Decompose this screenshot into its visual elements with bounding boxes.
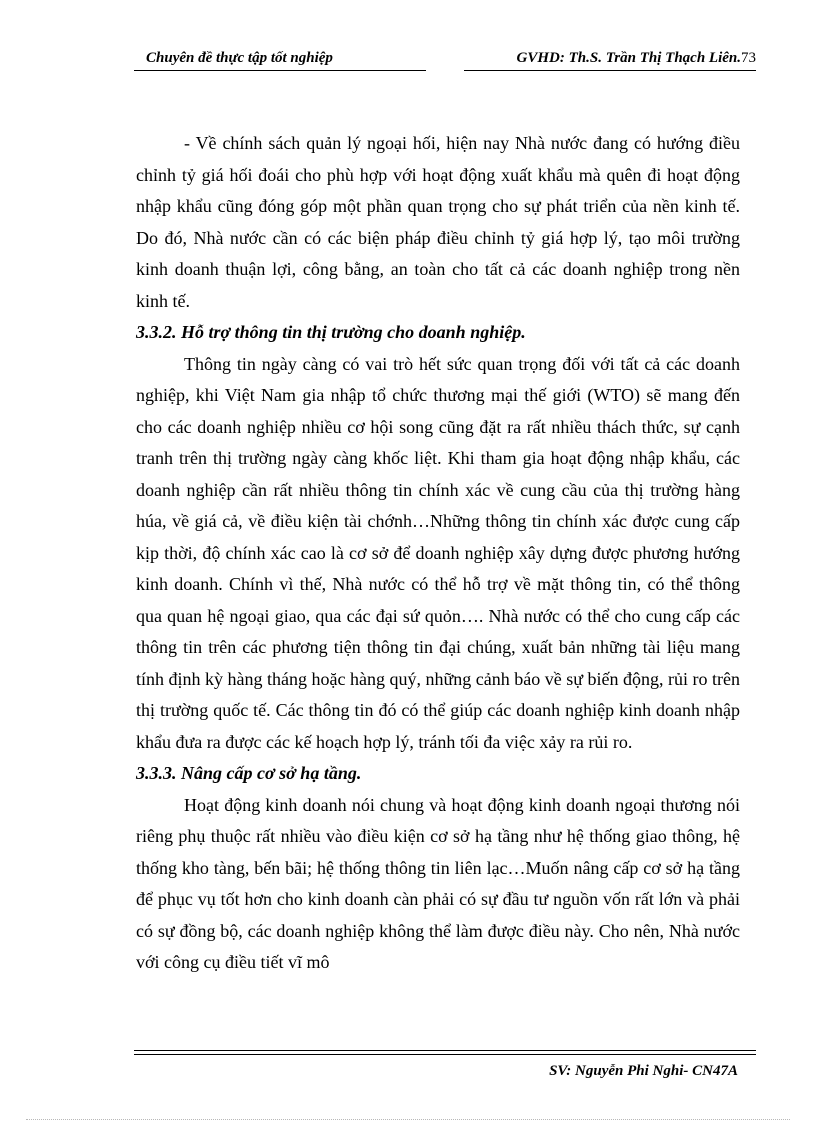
document-body	[136, 128, 740, 979]
footer-student: SV: Nguyễn Phi Nghi- CN47A	[549, 1063, 738, 1079]
section-heading-market-info: 3.3.2. Hỗ trợ thông tin thị trường cho doanh nghiệp.	[136, 322, 526, 342]
page-number: 73	[741, 50, 756, 66]
paragraph-market-info: Thông tin ngày càng có vai trò hết sức quan trọng đối với tất cả các doanh nghiệp, khi Việt Nam gia nhập tổ chức thương mại thế giới (WTO) sẽ mang đến cho các doanh nghiệp nhiều cơ hội song cũng đặt ra rất nhiều thách thức, sự cạnh tranh trên thị trường ngày càng khốc liệt. Khi tham gia hoạt động nhập khẩu, các doanh nghiệp cần rất nhiều thông tin chính xác về cung cầu của thị trường hàng húa, về giá cả, về điều kiện tài chớnh…Những thông tin chính xác được cung cấp kịp thời, độ chính xác cao là cơ sở để doanh nghiệp xây dựng được phương hướng kinh doanh. Chính vì thế, Nhà nước có thể hỗ trợ về mặt thông tin, có thể thông qua quan hệ ngoại giao, qua các đại sứ quỏn…. Nhà nước có thể cho cung cấp các thông tin trên các phương tiện thông tin đại chúng, xuất bản những tài liệu mang tính định kỳ hàng tháng hoặc hàng quý, những cảnh báo về sự biến động, rủi ro trên thị trường quốc tế. Các thông tin đó có thể giúp các doanh nghiệp kinh doanh nhập khẩu đưa ra được các kế hoạch hợp lý, tránh tối đa việc xảy ra rủi ro.	[136, 353, 740, 752]
header-advisor	[464, 46, 756, 71]
header-document-title: Chuyên đề thực tập tốt nghiệp	[134, 46, 426, 71]
paragraph-foreign-exchange: - Về chính sách quản lý ngoại hối, hiện nay Nhà nước đang có hướng điều chỉnh tỷ giá hối đoái cho phù hợp với hoạt động xuất khẩu mà quên đi hoạt động nhập khẩu cũng đóng góp một phần quan trọng cho sự phát triển của nền kinh tế. Do đó, Nhà nước cần có các biện pháp điều chỉnh tỷ giá hợp lý, tạo môi trường kinh doanh thuận lợi, công bằng, an toàn cho tất cả các doanh nghiệp trong nền kinh tế.	[136, 133, 740, 311]
section-heading-infrastructure: 3.3.3. Nâng cấp cơ sở hạ tầng.	[136, 763, 362, 783]
paragraph-infrastructure: Hoạt động kinh doanh nói chung và hoạt động kinh doanh ngoại thương nói riêng phụ thuộc rất nhiều vào điều kiện cơ sở hạ tầng như hệ thống giao thông, hệ thống kho tàng, bến bãi; hệ thống thông tin liên lạc…Muốn nâng cấp cơ sở hạ tầng để phục vụ tốt hơn cho kinh doanh càn phải có sự đầu tư nguồn vốn rất lớn và phải có sự đồng bộ, các doanh nghiệp không thể làm được điều này. Cho nên, Nhà nước với công cụ điều tiết vĩ mô	[136, 794, 740, 972]
page-header	[134, 46, 756, 76]
header-advisor-name: GVHD: Th.S. Trần Thị Thạch Liên.	[516, 50, 741, 66]
page-bottom-border	[26, 1119, 790, 1120]
footer-divider	[134, 1050, 756, 1055]
